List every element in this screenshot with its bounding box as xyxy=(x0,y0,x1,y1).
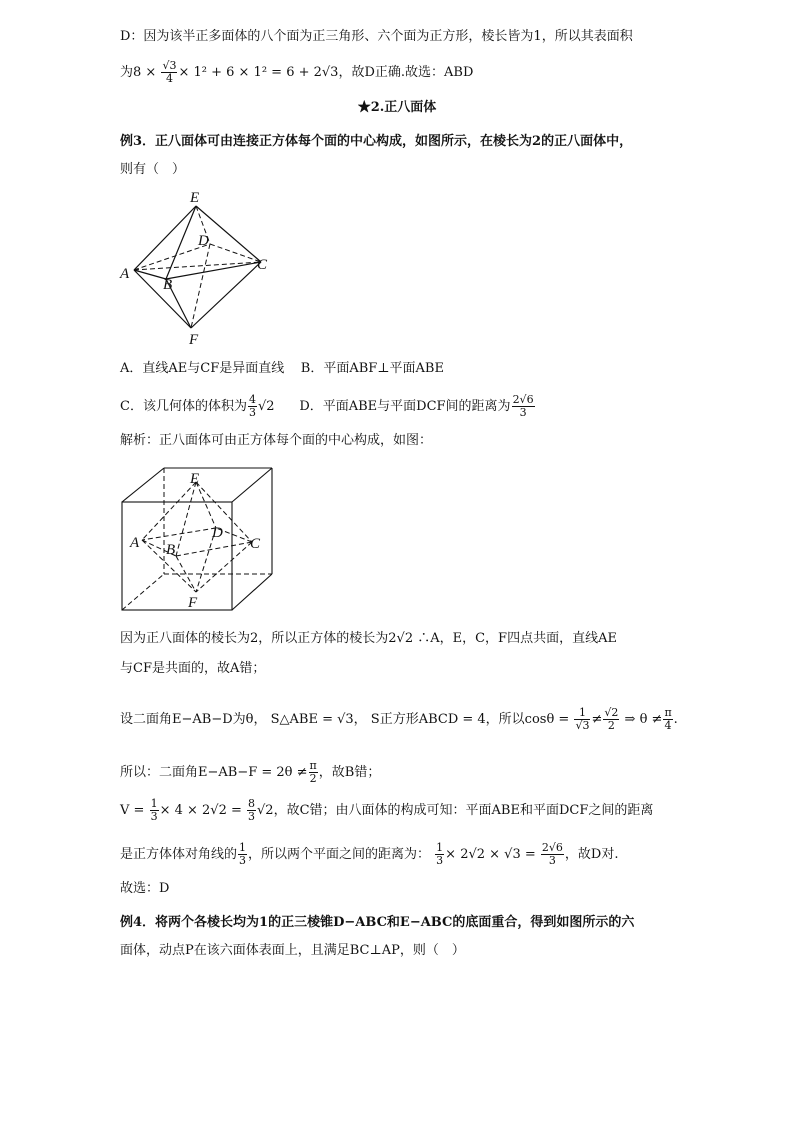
text-pre: 所以：二面角E−AB−F = 2θ ≠ xyxy=(120,765,308,780)
label-C: C xyxy=(257,257,268,273)
fraction: $\frac{1}{√3}$ xyxy=(575,706,590,732)
text-mid: × 4 × 2√2 = xyxy=(159,803,242,818)
label-A: A xyxy=(130,535,140,551)
solution-line6 xyxy=(120,842,618,867)
fraction: $\frac{√2}{2}$ xyxy=(604,706,619,732)
text-post: ，故D对. xyxy=(564,847,619,862)
text-post: ⇒ θ ≠ xyxy=(624,712,663,727)
fraction: $\frac{8}{3}$ xyxy=(248,797,256,823)
label-F: F xyxy=(188,595,198,611)
label-E: E xyxy=(190,190,200,206)
text-post: √2，故C错；由八面体的构成可知：平面ABE和平面DCF之间的距离 xyxy=(257,803,654,818)
fraction: $\frac{\pi}{4}$ xyxy=(664,706,672,732)
label-E: E xyxy=(190,471,200,487)
analysis-intro: 解析：正八面体可由正方体每个面的中心构成，如图： xyxy=(120,433,433,448)
option-a: A．直线AE与CF是异面直线 xyxy=(120,361,285,376)
fraction: $\frac{1}{3}$ xyxy=(150,797,158,823)
prev-solution-line2: 为8 × $\frac{√3}{4}$ × 1² + 6 × 1² = 6 + 2√3，故D正确.故选：ABD xyxy=(120,59,474,85)
text-pre: V = xyxy=(120,803,145,818)
answer: 故选：D xyxy=(120,881,170,896)
cube-octahedron-figure xyxy=(112,462,282,614)
label-F: F xyxy=(189,332,199,347)
area-square: S正方形ABCD = 4，所以cosθ = xyxy=(370,712,570,727)
fraction: $\frac{2√6}{3}$ xyxy=(541,841,563,867)
option-c-d-line: C．该几何体的体积为 $\frac{4}{3}$ √2 D．平面ABE与平面DCF间的距离为 $\frac{2√6}{3}$ xyxy=(120,393,534,419)
area-triangle: S△ABE = √3， xyxy=(270,712,367,727)
solution-line3: 设二面角E−AB−D为θ， S△ABE = √3， S正方形ABCD = 4，所以cosθ = $\frac{1}{√3}$ ≠ $\frac{√2}{2}$ ⇒ θ ≠ $\frac{\pi}{4}$ . xyxy=(120,706,678,732)
option-a-b-line xyxy=(120,360,444,378)
section-title: ★2.正八面体 xyxy=(357,100,437,115)
example3-line1: 例3．正八面体可由连接正方体每个面的中心构成，如图所示，在棱长为2的正八面体中， xyxy=(120,134,633,149)
label-A: A xyxy=(120,266,130,282)
text-post: ，故B错； xyxy=(318,765,381,780)
label-D: D xyxy=(198,233,209,249)
fraction: $\frac{4}{3}$ xyxy=(248,393,256,419)
label-B: B xyxy=(163,277,173,293)
solution-line4 xyxy=(120,760,380,785)
fraction: $\frac{\pi}{2}$ xyxy=(309,759,317,785)
text-pre: 设二面角E−AB−D为θ， xyxy=(120,712,267,727)
option-c: C．该几何体的体积为 xyxy=(120,399,247,414)
prev-solution-line1: D：因为该半正多面体的八个面为正三角形、六个面为正方形，棱长皆为1，所以其表面积 xyxy=(120,29,633,44)
fraction: $\frac{1}{3}$ xyxy=(239,841,247,867)
example3-line2: 则有（ ） xyxy=(120,162,186,177)
label-C: C xyxy=(250,536,261,552)
octahedron-figure xyxy=(116,182,286,347)
label-D: D xyxy=(212,525,223,541)
fraction: $\frac{√3}{4}$ xyxy=(162,59,177,85)
option-d: D．平面ABE与平面DCF间的距离为 xyxy=(299,399,511,414)
text-mid: ，所以两个平面之间的距离为： xyxy=(248,847,431,862)
solution-line1: 因为正八面体的棱长为2，所以正方体的棱长为2√2 ∴A，E，C，F四点共面，直线AE xyxy=(120,631,617,646)
example4-line1: 例4．将两个各棱长均为1的正三棱锥D−ABC和E−ABC的底面重合，得到如图所示的六 xyxy=(120,915,635,930)
example4-line2: 面体，动点P在该六面体表面上，且满足BC⊥AP，则（ ） xyxy=(120,943,465,958)
option-b: B．平面ABF⊥平面ABE xyxy=(300,361,444,376)
text-post: ，故D正确.故选：ABD xyxy=(338,65,474,80)
label-B: B xyxy=(166,542,176,558)
text-pre: 是正方体体对角线的 xyxy=(120,847,238,862)
text-mid2: × 2√2 × √3 = xyxy=(445,847,536,862)
fraction: $\frac{2√6}{3}$ xyxy=(512,393,534,419)
text-pre: 为 xyxy=(120,65,134,80)
fraction: $\frac{1}{3}$ xyxy=(436,841,444,867)
solution-line5 xyxy=(120,798,653,823)
solution-line2: 与CF是共面的，故A错； xyxy=(120,661,266,676)
